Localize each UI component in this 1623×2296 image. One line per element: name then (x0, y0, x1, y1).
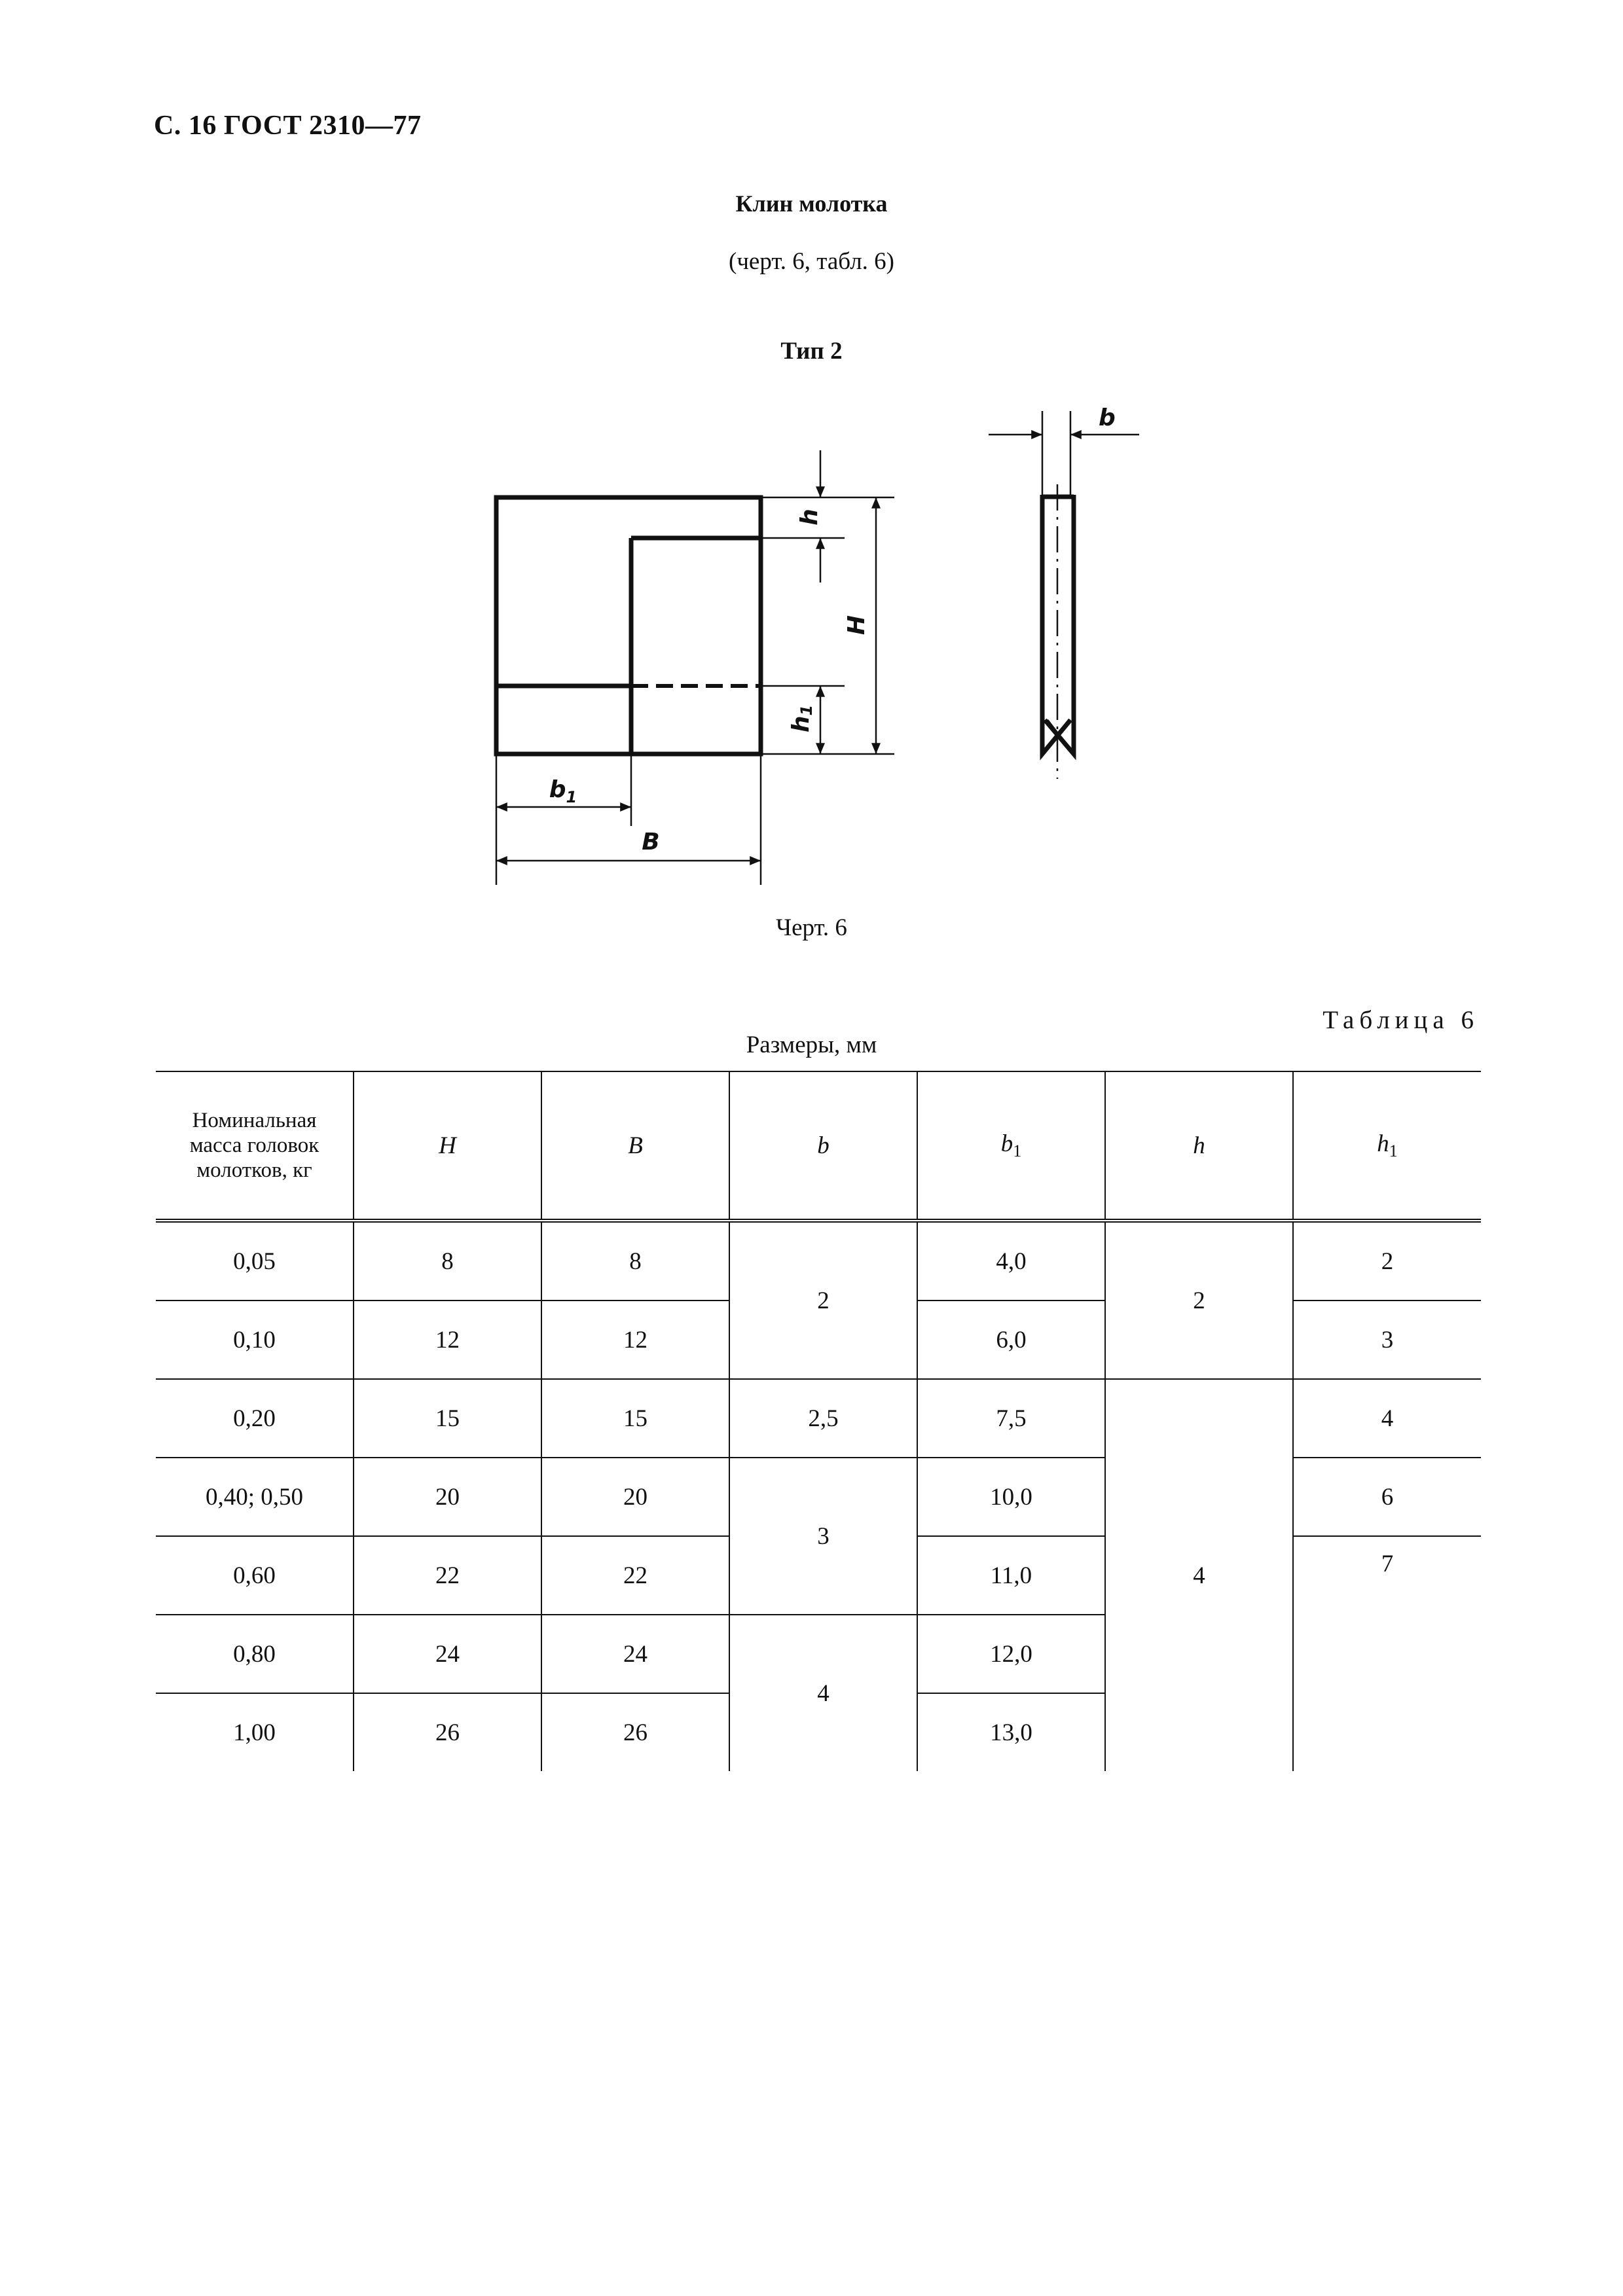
cell-h1: 6 (1293, 1458, 1481, 1536)
cell-h: 4 (1105, 1379, 1293, 1771)
dim-label-h: h (796, 509, 823, 526)
cell-H: 26 (354, 1693, 541, 1771)
header-h: h (1105, 1071, 1293, 1221)
header-h1: $h_1$ (1293, 1071, 1481, 1221)
cell-H: 24 (354, 1615, 541, 1693)
cell-b: 4 (729, 1615, 917, 1771)
table-units: Размеры, мм (746, 1031, 877, 1058)
cell-H: 22 (354, 1536, 541, 1615)
header-H: H (354, 1071, 541, 1221)
cell-b1: 6,0 (917, 1300, 1105, 1379)
cell-B: 12 (541, 1300, 729, 1379)
extension-lines (496, 497, 894, 885)
cell-b1: 13,0 (917, 1693, 1105, 1771)
cell-mass: 0,40; 0,50 (156, 1458, 354, 1536)
header-B: B (541, 1071, 729, 1221)
cell-b1: 10,0 (917, 1458, 1105, 1536)
dim-label-b: b (1099, 404, 1116, 431)
header-mass: Номинальная масса головок молотков, кг (156, 1071, 354, 1221)
cell-H: 20 (354, 1458, 541, 1536)
cell-B: 20 (541, 1458, 729, 1536)
cell-mass: 1,00 (156, 1693, 354, 1771)
header-b1: $b_1$ (917, 1071, 1105, 1221)
cell-H: 8 (354, 1221, 541, 1300)
cell-h1: 7 (1293, 1536, 1481, 1771)
dimensions-table (156, 1071, 1481, 1771)
side-view (989, 411, 1139, 779)
cell-h1: 3 (1293, 1300, 1481, 1379)
table-header-row (156, 1071, 1481, 1221)
cell-h: 2 (1105, 1221, 1293, 1379)
cell-b: 2,5 (729, 1379, 917, 1458)
cell-h1: 4 (1293, 1379, 1481, 1458)
cell-b1: 4,0 (917, 1221, 1105, 1300)
cell-mass: 0,20 (156, 1379, 354, 1458)
cell-b: 2 (729, 1221, 917, 1379)
cell-B: 26 (541, 1693, 729, 1771)
type-label: Тип 2 (780, 338, 843, 365)
section-title: Клин молотка (735, 190, 888, 217)
table-number: Таблица 6 (1322, 1006, 1479, 1034)
figure-caption: Черт. 6 (776, 914, 847, 941)
page-header: С. 16 ГОСТ 2310—77 (154, 111, 422, 141)
cell-b1: 11,0 (917, 1536, 1105, 1615)
dim-label-b1: $b_1$ (549, 776, 577, 806)
cell-mass: 0,80 (156, 1615, 354, 1693)
dim-label-B: B (642, 829, 660, 855)
dim-label-h1: $h_1$ (788, 704, 816, 733)
cell-mass: 0,10 (156, 1300, 354, 1379)
cell-b1: 12,0 (917, 1615, 1105, 1693)
cell-mass: 0,05 (233, 1247, 276, 1275)
cell-H: 15 (354, 1379, 541, 1458)
cell-b1: 7,5 (917, 1379, 1105, 1458)
section-reference: (черт. 6, табл. 6) (729, 248, 894, 275)
cell-B: 24 (541, 1615, 729, 1693)
table-row (156, 1379, 1481, 1458)
cell-h1: 2 (1293, 1221, 1481, 1300)
wedge-drawing (0, 0, 1623, 916)
header-b: b (729, 1071, 917, 1221)
dim-label-H: H (843, 615, 870, 636)
cell-H: 12 (354, 1300, 541, 1379)
cell-mass: 0,60 (156, 1536, 354, 1615)
cell-b: 3 (729, 1458, 917, 1615)
front-view (496, 497, 761, 754)
cell-B: 22 (541, 1536, 729, 1615)
table-row (156, 1221, 1481, 1300)
cell-B: 8 (541, 1221, 729, 1300)
cell-B: 15 (541, 1379, 729, 1458)
